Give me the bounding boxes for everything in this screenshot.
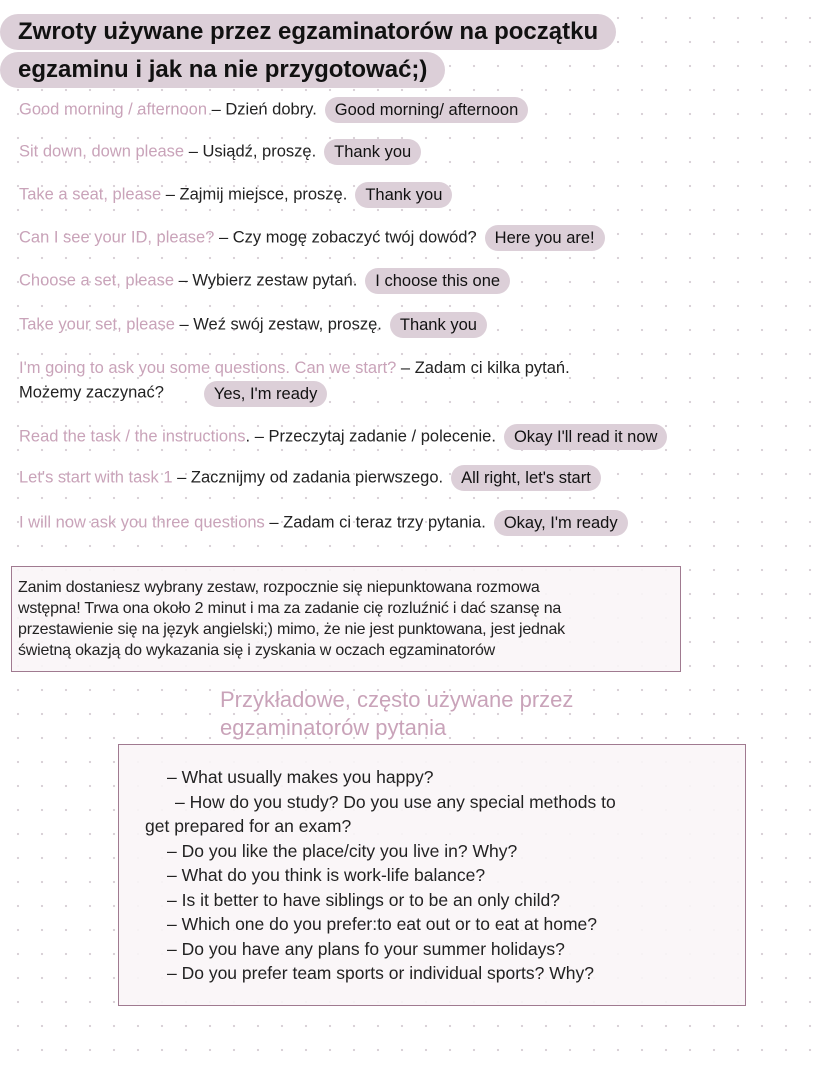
phrase-row (19, 424, 667, 450)
phrase-row (19, 465, 601, 491)
question: – How do you study? Do you use any special methods to (175, 791, 616, 812)
reply-pill: All right, let's start (451, 465, 601, 491)
polish-translation-cont: Możemy zaczynać? (19, 383, 164, 402)
questions-heading (220, 686, 573, 742)
reply-pill: Thank you (390, 312, 487, 338)
phrase-row (19, 510, 628, 536)
english-phrase: Good morning / afternoon (19, 100, 208, 119)
english-phrase: Sit down, down please (19, 142, 185, 161)
english-phrase: I will now ask you three questions (19, 513, 265, 532)
reply-pill: Here you are! (485, 225, 605, 251)
english-phrase: Read the task / the instructions (19, 427, 246, 446)
reply-pill: Okay, I'm ready (494, 510, 628, 536)
english-phrase: Take your set, please (19, 315, 175, 334)
phrase-row (19, 97, 528, 123)
questions-box (118, 744, 746, 1006)
question: – Which one do you prefer:to eat out or to eat at home? (167, 914, 597, 934)
title-line-1: Zwroty używane przez egzaminatorów na początku (0, 14, 616, 50)
question: – Do you prefer team sports or individual sports? Why? (167, 963, 594, 983)
reply-pill: Okay I'll read it now (504, 424, 667, 450)
question: – Is it better to have siblings or to be an only child? (167, 889, 561, 910)
reply-pill: Yes, I'm ready (204, 381, 327, 407)
question: – What usually makes you happy? (167, 767, 434, 787)
english-phrase: Choose a set, please (19, 271, 175, 290)
heading-line: Przykładowe, często używane przez (220, 687, 574, 712)
english-phrase: I'm going to ask you some questions. Can we start? (19, 359, 397, 377)
polish-translation: – Weź swój zestaw, proszę. (174, 315, 382, 334)
phrase-row (19, 225, 605, 251)
note-line: wstępna! Trwa ona około 2 minut i ma za zadanie cię rozluźnić i dać szansę na (18, 600, 562, 617)
polish-translation: – Zacznijmy od zadania pierwszego. (172, 468, 444, 487)
phrase-row (19, 268, 510, 294)
question: – What do you think is work-life balance? (167, 865, 486, 885)
phrase-row (19, 357, 570, 407)
phrase-row (19, 182, 452, 208)
polish-translation: – Usiądź, proszę. (184, 142, 317, 161)
phrase-row (19, 312, 487, 338)
note-line: przestawienie się na język angielski;) mimo, że nie jest punktowana, jest jednak (18, 621, 565, 638)
english-phrase: Let's start with task 1 (19, 468, 173, 487)
reply-pill: Thank you (355, 182, 452, 208)
question: – Do you like the place/city you live in? Why? (167, 840, 518, 861)
polish-translation: – Dzień dobry. (207, 100, 317, 119)
polish-translation: . – Przeczytaj zadanie / polecenie. (245, 427, 496, 446)
polish-translation: – Zadam ci kilka pytań. (396, 359, 570, 377)
phrase-row (19, 139, 421, 165)
reply-pill: I choose this one (365, 268, 510, 294)
note-line: świetną okazją do wykazania się i zyskania w oczach egzaminatorów (18, 642, 496, 659)
note-line: Zanim dostaniesz wybrany zestaw, rozpocznie się niepunktowana rozmowa (18, 579, 540, 596)
english-phrase: Take a seat, please (19, 185, 162, 204)
reply-pill: Thank you (324, 139, 421, 165)
question: – Do you have any plans fo your summer holidays? (167, 938, 565, 959)
intro-note-box (11, 566, 681, 672)
english-phrase: Can I see your ID, please? (19, 228, 215, 247)
title-line-2: egzaminu i jak na nie przygotować;) (0, 52, 445, 88)
polish-translation: – Wybierz zestaw pytań. (174, 271, 358, 290)
polish-translation: – Zajmij miejsce, proszę. (161, 185, 348, 204)
question: get prepared for an exam? (145, 816, 352, 836)
heading-line: egzaminatorów pytania (220, 715, 447, 740)
reply-pill: Good morning/ afternoon (325, 97, 528, 123)
polish-translation: – Czy mogę zobaczyć twój dowód? (214, 228, 477, 247)
polish-translation: – Zadam ci teraz trzy pytania. (264, 513, 486, 532)
